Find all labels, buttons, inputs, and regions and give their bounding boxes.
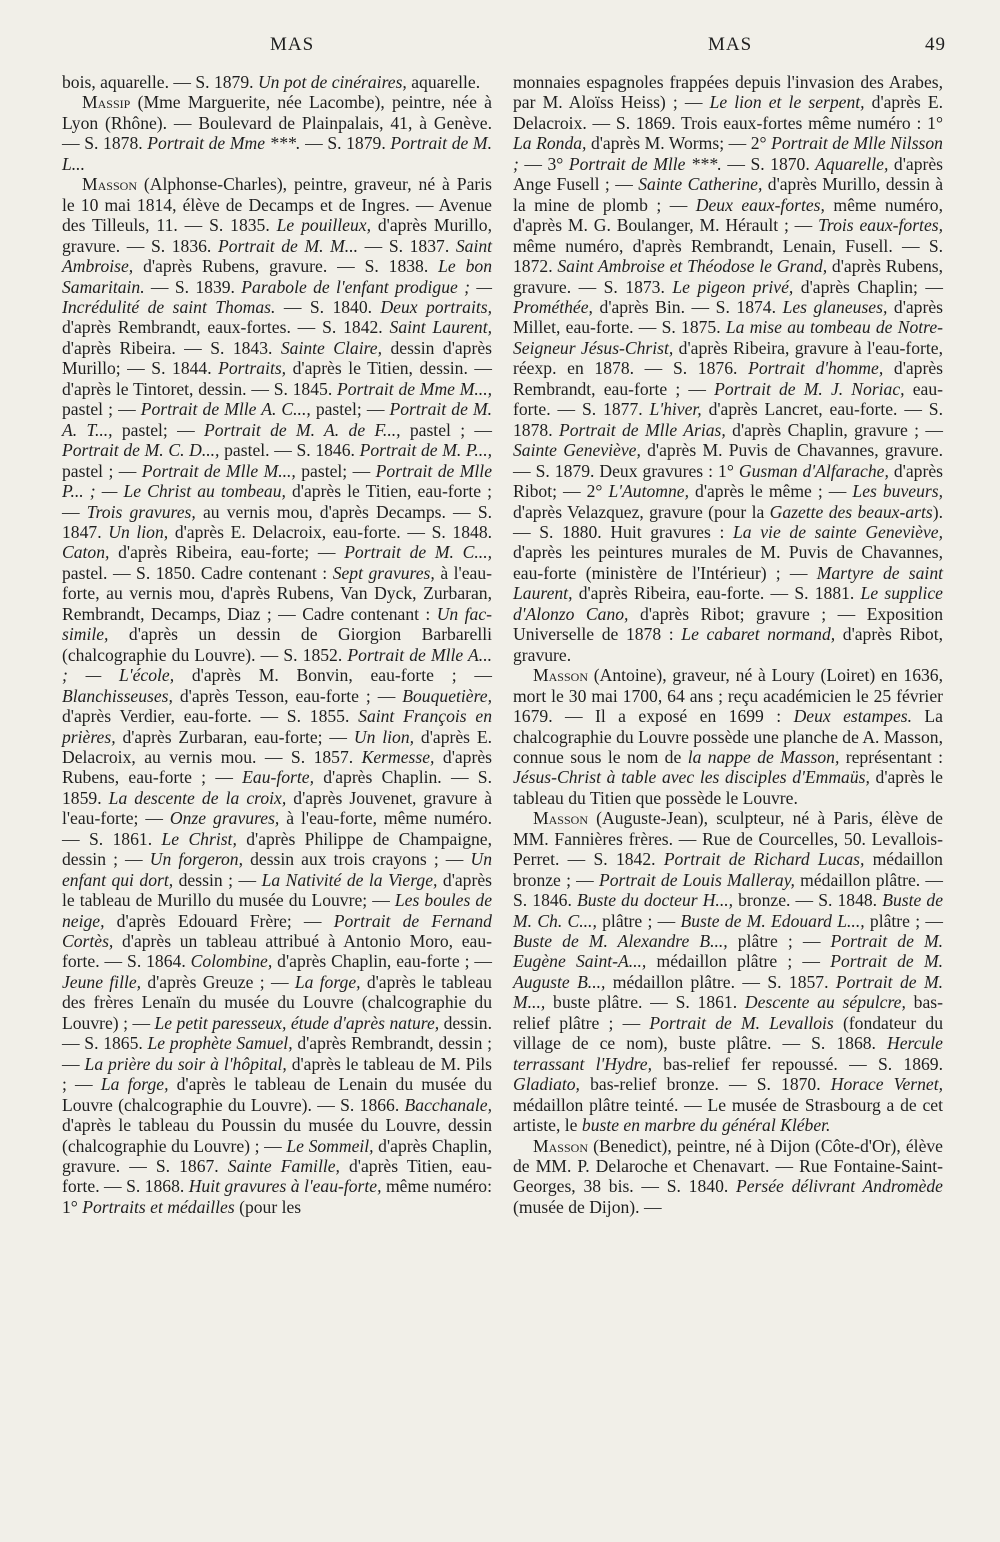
title-run: Blanchisseuses,	[62, 685, 173, 706]
title-run: Un fac-simile,	[62, 603, 492, 645]
title-run: L'hiver,	[649, 399, 702, 420]
text-run: pastel. — S. 1850. Cadre contenant :	[62, 562, 333, 583]
title-run: Portrait de Louis Malleray,	[598, 869, 795, 890]
text-run: à l'eau-forte, au vernis mou, d'après Rubens, Van Dyck, Zurbaran, Rembrandt, Decamps, Diaz ; — Cadre contenant :	[62, 562, 492, 624]
title-run: buste en marbre du général Kléber.	[581, 1115, 831, 1136]
text-run: d'après Greuze ; —	[141, 971, 295, 992]
title-run: Saint Ambroise,	[62, 235, 493, 277]
entry-masson-auguste-jean	[513, 808, 943, 1135]
text-run: pastel ; —	[62, 460, 142, 481]
title-run: La prière du soir à l'hôpital,	[84, 1053, 287, 1074]
title-run: Le Sommeil,	[286, 1135, 374, 1156]
title-run: Deux portraits,	[380, 296, 492, 317]
text-run: d'après Bin. — S. 1874.	[592, 296, 783, 317]
title-run: Portrait de M. M...	[217, 235, 359, 256]
text-run: — S. 1870.	[721, 153, 816, 174]
title-run: Parabole de l'enfant prodigue ; — Incrédulité de saint Thomas.	[62, 276, 492, 317]
title-run: Bacchanale,	[404, 1094, 492, 1115]
title-run: Horace Vernet,	[830, 1074, 943, 1095]
title-run: Sainte Famille,	[227, 1156, 340, 1177]
title-run: Colombine,	[190, 951, 273, 972]
title-run: Portrait de Mme M...,	[336, 378, 492, 399]
text-run: d'après Rembrandt, eau-forte ; —	[513, 358, 943, 399]
title-run: Le bon Samaritain.	[62, 256, 492, 297]
text-run: d'après Chaplin, gravure ; —	[725, 419, 944, 440]
text-run: plâtre ; —	[727, 931, 831, 952]
text-run: d'après E. Delacroix, eau-forte. — S. 1848.	[168, 521, 493, 542]
text-run: aquarelle.	[406, 72, 481, 92]
title-run: Portraits,	[218, 358, 287, 379]
text-run: médaillon plâtre ; —	[646, 951, 831, 972]
text-run: d'après un tableau attribué à Antonio Moro, eau-forte. — S. 1864.	[62, 931, 492, 972]
running-head-right: MAS	[708, 34, 753, 55]
text-run: même numéro: 1°	[62, 1176, 492, 1217]
title-run: Portrait de Mlle Arias,	[558, 419, 726, 440]
title-run: Persée délivrant Andromède	[736, 1176, 943, 1197]
text-run: d'après Ange Fusell ; —	[513, 153, 944, 195]
text-run: bas-relief fer repoussé. — S. 1869.	[652, 1053, 943, 1074]
text-run: plâtre ; —	[864, 910, 943, 931]
title-run: Un lion,	[353, 726, 415, 747]
title-run: Portrait de Mme ***.	[147, 133, 301, 154]
title-run: Portrait de M. Levallois	[649, 1012, 834, 1033]
title-run: La descente de la croix,	[108, 787, 287, 808]
title-run: Aquarelle,	[815, 153, 889, 174]
title-run: Portrait de M. L...	[62, 133, 492, 174]
title-run: La Ronda,	[513, 133, 587, 154]
text-run: représentant :	[839, 746, 944, 767]
text-run: pastel; —	[112, 419, 205, 440]
title-run: Trois eaux-fortes,	[818, 215, 944, 236]
text-run: d'après Ribeira, gravure à l'eau-forte, réexp. en 1878. — S. 1876.	[513, 337, 943, 379]
text-run: d'après Zurbaran, eau-forte; —	[115, 726, 354, 747]
title-run: Portraits et médailles	[82, 1196, 235, 1217]
title-run: Saint Laurent,	[389, 317, 492, 338]
text-run: monnaies espagnoles frappées depuis l'invasion des Arabes, par M. Aloïss Heiss) ; —	[513, 72, 943, 113]
title-run: Buste de M. Alexandre B...,	[513, 931, 728, 952]
text-run: d'après le tableau de M. Pils ; —	[62, 1053, 492, 1095]
text-run: d'après Murillo, dessin à la mine de plomb ; —	[513, 174, 944, 215]
entry-continuation	[513, 72, 943, 665]
text-run: au vernis mou, d'après Decamps. — S. 1847.	[62, 501, 493, 542]
title-run: Portrait de Mlle ***.	[568, 153, 722, 174]
title-run: Le cabaret normand,	[681, 624, 836, 645]
text-run: (musée de Dijon). —	[513, 1196, 662, 1217]
text-run: d'après le même ; —	[689, 481, 853, 502]
title-run: La forge,	[294, 971, 361, 992]
text-run: d'après Tesson, eau-forte ; —	[172, 685, 403, 706]
text-run: — S. 1839.	[144, 276, 242, 297]
entry-masson-antoine	[513, 665, 943, 808]
text-run: d'après E. Delacroix. — S. 1869. Trois eaux-fortes même numéro : 1°	[513, 92, 943, 133]
text-run: dessin. — S. 1865.	[62, 1012, 492, 1054]
title-run: La mise au tombeau de Notre-Seigneur Jésus-Christ,	[513, 317, 943, 358]
text-run: ). — S. 1880. Huit gravures :	[513, 501, 943, 542]
text-run: d'après M. Puvis de Chavannes, gravure. — S. 1879. Deux gravures : 1°	[513, 440, 943, 481]
title-run: Portrait de Mlle Nilsson ;	[513, 133, 943, 174]
title-run: Un enfant qui dort,	[62, 849, 492, 890]
title-run: Le lion et le serpent,	[709, 92, 865, 113]
text-run: d'après Chaplin; —	[793, 276, 944, 297]
text-run: pastel. — S. 1846.	[219, 440, 360, 461]
text-run: d'après Velazquez, gravure (pour la	[513, 501, 770, 522]
page-number: 49	[925, 34, 946, 55]
text-run: (Antoine), graveur, né à Loury (Loiret) en 1636, mort le 30 mai 1700, 64 ans ; reçu académicien le 25 février 1679. — Il a exposé en 1699 :	[513, 665, 943, 727]
text-run: eau-forte. — S. 1877.	[513, 378, 943, 420]
text-run: médaillon plâtre teinté. — Le musée de Strasbourg a de cet artiste, le	[513, 1094, 943, 1136]
title-run: Les glaneuses,	[782, 296, 888, 317]
title-run: Kermesse,	[361, 746, 435, 767]
text-run: d'après Ribeira, eau-forte. — S. 1881.	[572, 583, 861, 604]
artist-name: Masson	[533, 808, 588, 829]
text-run: d'après Ribot; gravure ; — Exposition Universelle de 1878 :	[513, 603, 944, 645]
title-run: Un lion,	[108, 521, 169, 542]
text-run: (fondateur du village de ce nom), buste plâtre. — S. 1868.	[513, 1012, 943, 1054]
title-run: Buste du docteur H...,	[576, 890, 734, 911]
text-run: La chalcographie du Louvre possède une planche de A. Masson, connue sous le nom de	[513, 706, 943, 767]
title-run: Descente au sépulcre,	[744, 992, 906, 1013]
text-run: — S. 1837.	[358, 235, 456, 256]
title-run: Le supplice d'Alonzo Cano,	[513, 583, 943, 624]
title-run: L'Automne,	[608, 481, 689, 502]
text-run: d'après Ribeira. — S. 1843.	[62, 337, 281, 358]
title-run: Buste de M. Edouard L...,	[680, 910, 865, 931]
title-run: Sainte Claire,	[280, 337, 383, 358]
title-run: Portrait de Mlle M...,	[141, 460, 296, 481]
artist-name: Masson	[82, 174, 137, 195]
title-run: Hercule terrassant l'Hydre,	[513, 1033, 943, 1074]
title-run: Caton,	[62, 542, 110, 563]
entry-masson-alphonse-charles	[62, 174, 492, 1217]
text-run: d'après Ribot; — 2°	[513, 460, 943, 502]
title-run: Un forgeron,	[149, 849, 243, 870]
title-run: Eau-forte,	[242, 767, 314, 788]
text-run: d'après le Titien, eau-forte ; —	[62, 481, 492, 522]
text-run: bas-relief plâtre ; —	[513, 992, 943, 1033]
text-run: d'après le tableau des frères Lenaïn du musée du Louvre (chalcographie du Louvre) ; —	[62, 971, 492, 1033]
title-run: Un pot de cinéraires,	[257, 72, 407, 92]
text-run: même numéro, d'après Rembrandt, Lenain, Fusell. — S. 1872.	[513, 235, 943, 277]
text-run: d'après Chaplin, gravure. — S. 1867.	[62, 1135, 492, 1177]
entry-continuation	[62, 72, 492, 92]
text-run: d'après le tableau de Murillo du musée du Louvre; —	[62, 869, 492, 911]
text-run: — 3°	[518, 153, 569, 174]
title-run: Jésus-Christ à table avec les disciples d'Emmaüs,	[513, 767, 870, 788]
title-run: Le pigeon privé,	[672, 276, 794, 297]
text-run: bois, aquarelle. — S. 1879.	[62, 72, 258, 92]
text-run: pastel ; —	[400, 419, 493, 440]
left-column	[62, 72, 492, 1217]
title-run: Le pouilleux,	[276, 215, 371, 236]
title-run: la nappe de Masson,	[687, 746, 840, 767]
text-run: d'après Rubens, gravure. — S. 1838.	[133, 256, 439, 277]
text-run: d'après Rembrandt, eaux-fortes. — S. 1842.	[62, 317, 390, 338]
text-run: médaillon plâtre. — S. 1857.	[605, 971, 836, 992]
text-run: — S. 1879.	[300, 133, 391, 154]
text-run: d'après Rubens, gravure. — S. 1873.	[513, 256, 943, 297]
title-run: Buste de M. Ch. C...,	[513, 890, 944, 931]
title-run: La Nativité de la Vierge,	[261, 869, 438, 890]
text-run: d'après Jouvenet, gravure à l'eau-forte; —	[62, 787, 493, 829]
artist-name: Masson	[533, 1135, 588, 1156]
text-run: — S. 1840.	[275, 296, 381, 317]
text-run: pastel ; —	[62, 399, 141, 420]
text-run: (Mme Marguerite, née Lacombe), peintre, née à Lyon (Rhône). — Boulevard de Plainpalais, 41, à Genève. — S. 1878.	[62, 92, 492, 154]
text-run: (Benedict), peintre, né à Dijon (Côte-d'Or), élève de MM. P. Delaroche et Chenavart. — Rue Fontaine-Saint-Georges, 38 bis. — S. 1840.	[513, 1135, 943, 1197]
title-run: Bouquetière,	[402, 685, 492, 706]
title-run: Trois gravures,	[86, 501, 196, 522]
text-run: d'après Edouard Frère; —	[104, 910, 334, 931]
title-run: Saint François en prières,	[62, 706, 492, 747]
title-run: La vie de sainte Geneviève,	[733, 521, 943, 542]
text-run: d'après M. Worms; — 2°	[586, 133, 772, 154]
text-run: d'après Lancret, eau-forte. — S. 1878.	[513, 399, 943, 440]
text-run: dessin ; —	[173, 869, 262, 890]
text-run: d'après Murillo, gravure. — S. 1836.	[62, 215, 492, 256]
title-run: Gladiato,	[513, 1074, 580, 1095]
entry-masson-benedict	[513, 1136, 943, 1218]
text-run: d'après le tableau du Titien que possède le Louvre.	[513, 767, 943, 808]
title-run: Prométhée,	[513, 296, 593, 317]
title-run: Le prophète Samuel,	[147, 1033, 293, 1054]
text-run: (Auguste-Jean), sculpteur, né à Paris, élève de MM. Fannières frères. — Rue de Courcelles, 50. Levallois-Perret. — S. 1842.	[513, 808, 943, 870]
title-run: Portrait de Mlle P... ; — Le Christ au tombeau,	[62, 460, 493, 502]
artist-name: Masson	[533, 665, 588, 686]
text-run: pastel; —	[310, 399, 390, 420]
text-run: d'après Rembrandt, dessin ; —	[62, 1033, 492, 1074]
text-run: buste plâtre. — S. 1861.	[545, 992, 745, 1013]
title-run: Portrait de M. M...,	[513, 971, 943, 1013]
text-run: bas-relief bronze. — S. 1870.	[579, 1074, 831, 1095]
title-run: Les boules de neige,	[62, 890, 493, 931]
title-run: Portrait de M. J. Noriac,	[714, 378, 905, 399]
title-run: Deux eaux-fortes,	[695, 194, 825, 215]
text-run: bronze. — S. 1848.	[733, 890, 883, 911]
text-run: d'après Titien, eau-forte. — S. 1868.	[62, 1156, 492, 1197]
title-run: Portrait de M. C...,	[344, 542, 492, 563]
title-run: Gazette des beaux-arts	[769, 501, 933, 522]
artist-name: Massip	[82, 92, 131, 113]
title-run: Sainte Catherine,	[638, 174, 763, 195]
title-run: Portrait de Richard Lucas,	[663, 849, 865, 870]
text-run: d'après un dessin de Giorgion Barbarelli (chalcographie du Louvre). — S. 1852.	[62, 624, 492, 665]
text-run: d'après Rubens, eau-forte ; —	[62, 746, 492, 788]
title-run: Martyre de saint Laurent,	[513, 562, 944, 604]
title-run: Sainte Geneviève,	[513, 440, 641, 461]
text-run: d'après Verdier, eau-forte. — S. 1855.	[62, 706, 359, 727]
text-run: pastel; —	[295, 460, 376, 481]
title-run: Gusman d'Alfarache,	[738, 460, 889, 481]
title-run: Onze gravures,	[169, 808, 280, 829]
title-run: Huit gravures à l'eau-forte,	[188, 1176, 382, 1197]
title-run: La forge,	[100, 1074, 169, 1095]
text-run: médaillon plâtre. — S. 1846.	[513, 869, 943, 911]
text-run: d'après Chaplin, eau-forte ; —	[272, 951, 492, 972]
text-run: plâtre ; —	[596, 910, 681, 931]
text-run: d'après Chaplin. — S. 1859.	[62, 767, 492, 808]
text-run: (Alphonse-Charles), peintre, graveur, né à Paris le 10 mai 1814, élève de Decamps et de Ingres. — Avenue des Tilleuls, 11. — S. 1835.	[62, 174, 492, 236]
title-run: Les buveurs,	[852, 481, 943, 502]
title-run: Portrait de M. Eugène Saint-A...,	[513, 931, 943, 972]
text-run: d'après le tableau de Lenain du musée du Louvre (chalcographie du Louvre). — S. 1866.	[62, 1074, 492, 1115]
text-run: même numéro, d'après M. G. Boulanger, M. Hérault ; —	[513, 194, 943, 236]
title-run: Saint Ambroise et Théodose le Grand,	[557, 256, 828, 277]
title-run: Portrait de Mlle A... ; — L'école,	[62, 644, 493, 686]
right-column	[513, 72, 943, 1217]
text-run: médaillon bronze ; —	[513, 849, 943, 890]
title-run: Le Christ,	[161, 828, 237, 849]
text-run: à l'eau-forte, même numéro. — S. 1861.	[62, 808, 492, 849]
text-run: d'après le tableau du Poussin du musée du Louvre, dessin (chalcographie du Louvre) ; —	[62, 1115, 492, 1156]
text-run: d'après Millet, eau-forte. — S. 1875.	[513, 296, 943, 338]
text-run: d'après M. Bonvin, eau-forte ; —	[174, 665, 492, 686]
title-run: Portrait de Mlle A. C...,	[140, 399, 311, 420]
title-run: Portrait de M. Auguste B...,	[513, 951, 943, 992]
text-run: d'après Ribeira, eau-forte; —	[109, 542, 345, 563]
text-run: d'après E. Delacroix, au vernis mou. — S. 1857.	[62, 726, 493, 767]
title-run: Jeune fille,	[62, 971, 142, 992]
title-run: Le petit paresseux, étude d'après nature,	[154, 1012, 440, 1033]
text-run: d'après les peintures murales de M. Puvis de Chavannes, eau-forte (ministère de l'Intérieur) ; —	[513, 542, 943, 583]
title-run: Portrait de Fernand Cortès,	[62, 910, 492, 952]
entry-massip	[62, 92, 492, 174]
title-run: Portrait d'homme,	[748, 358, 884, 379]
title-run: Portrait de M. C. D...,	[62, 440, 220, 461]
text-run: dessin aux trois crayons ; —	[243, 849, 471, 870]
text-run: d'après Ribot, gravure.	[513, 624, 943, 665]
text-run: (pour les	[234, 1196, 302, 1217]
title-run: Deux estampes.	[793, 706, 913, 727]
text-run: dessin d'après Murillo; — S. 1844.	[62, 337, 492, 379]
title-run: Portrait de M. P...,	[359, 440, 492, 461]
title-run: Portrait de M. A. T...,	[62, 399, 493, 440]
text-run: d'après Philippe de Champaigne, dessin ; —	[62, 828, 492, 870]
title-run: Sept gravures,	[332, 562, 435, 583]
title-run: Portrait de M. A. de F...,	[204, 419, 401, 440]
running-head-left: MAS	[270, 34, 315, 55]
text-run: d'après le Titien, dessin. — d'après le Tintoret, dessin. — S. 1845.	[62, 358, 492, 399]
